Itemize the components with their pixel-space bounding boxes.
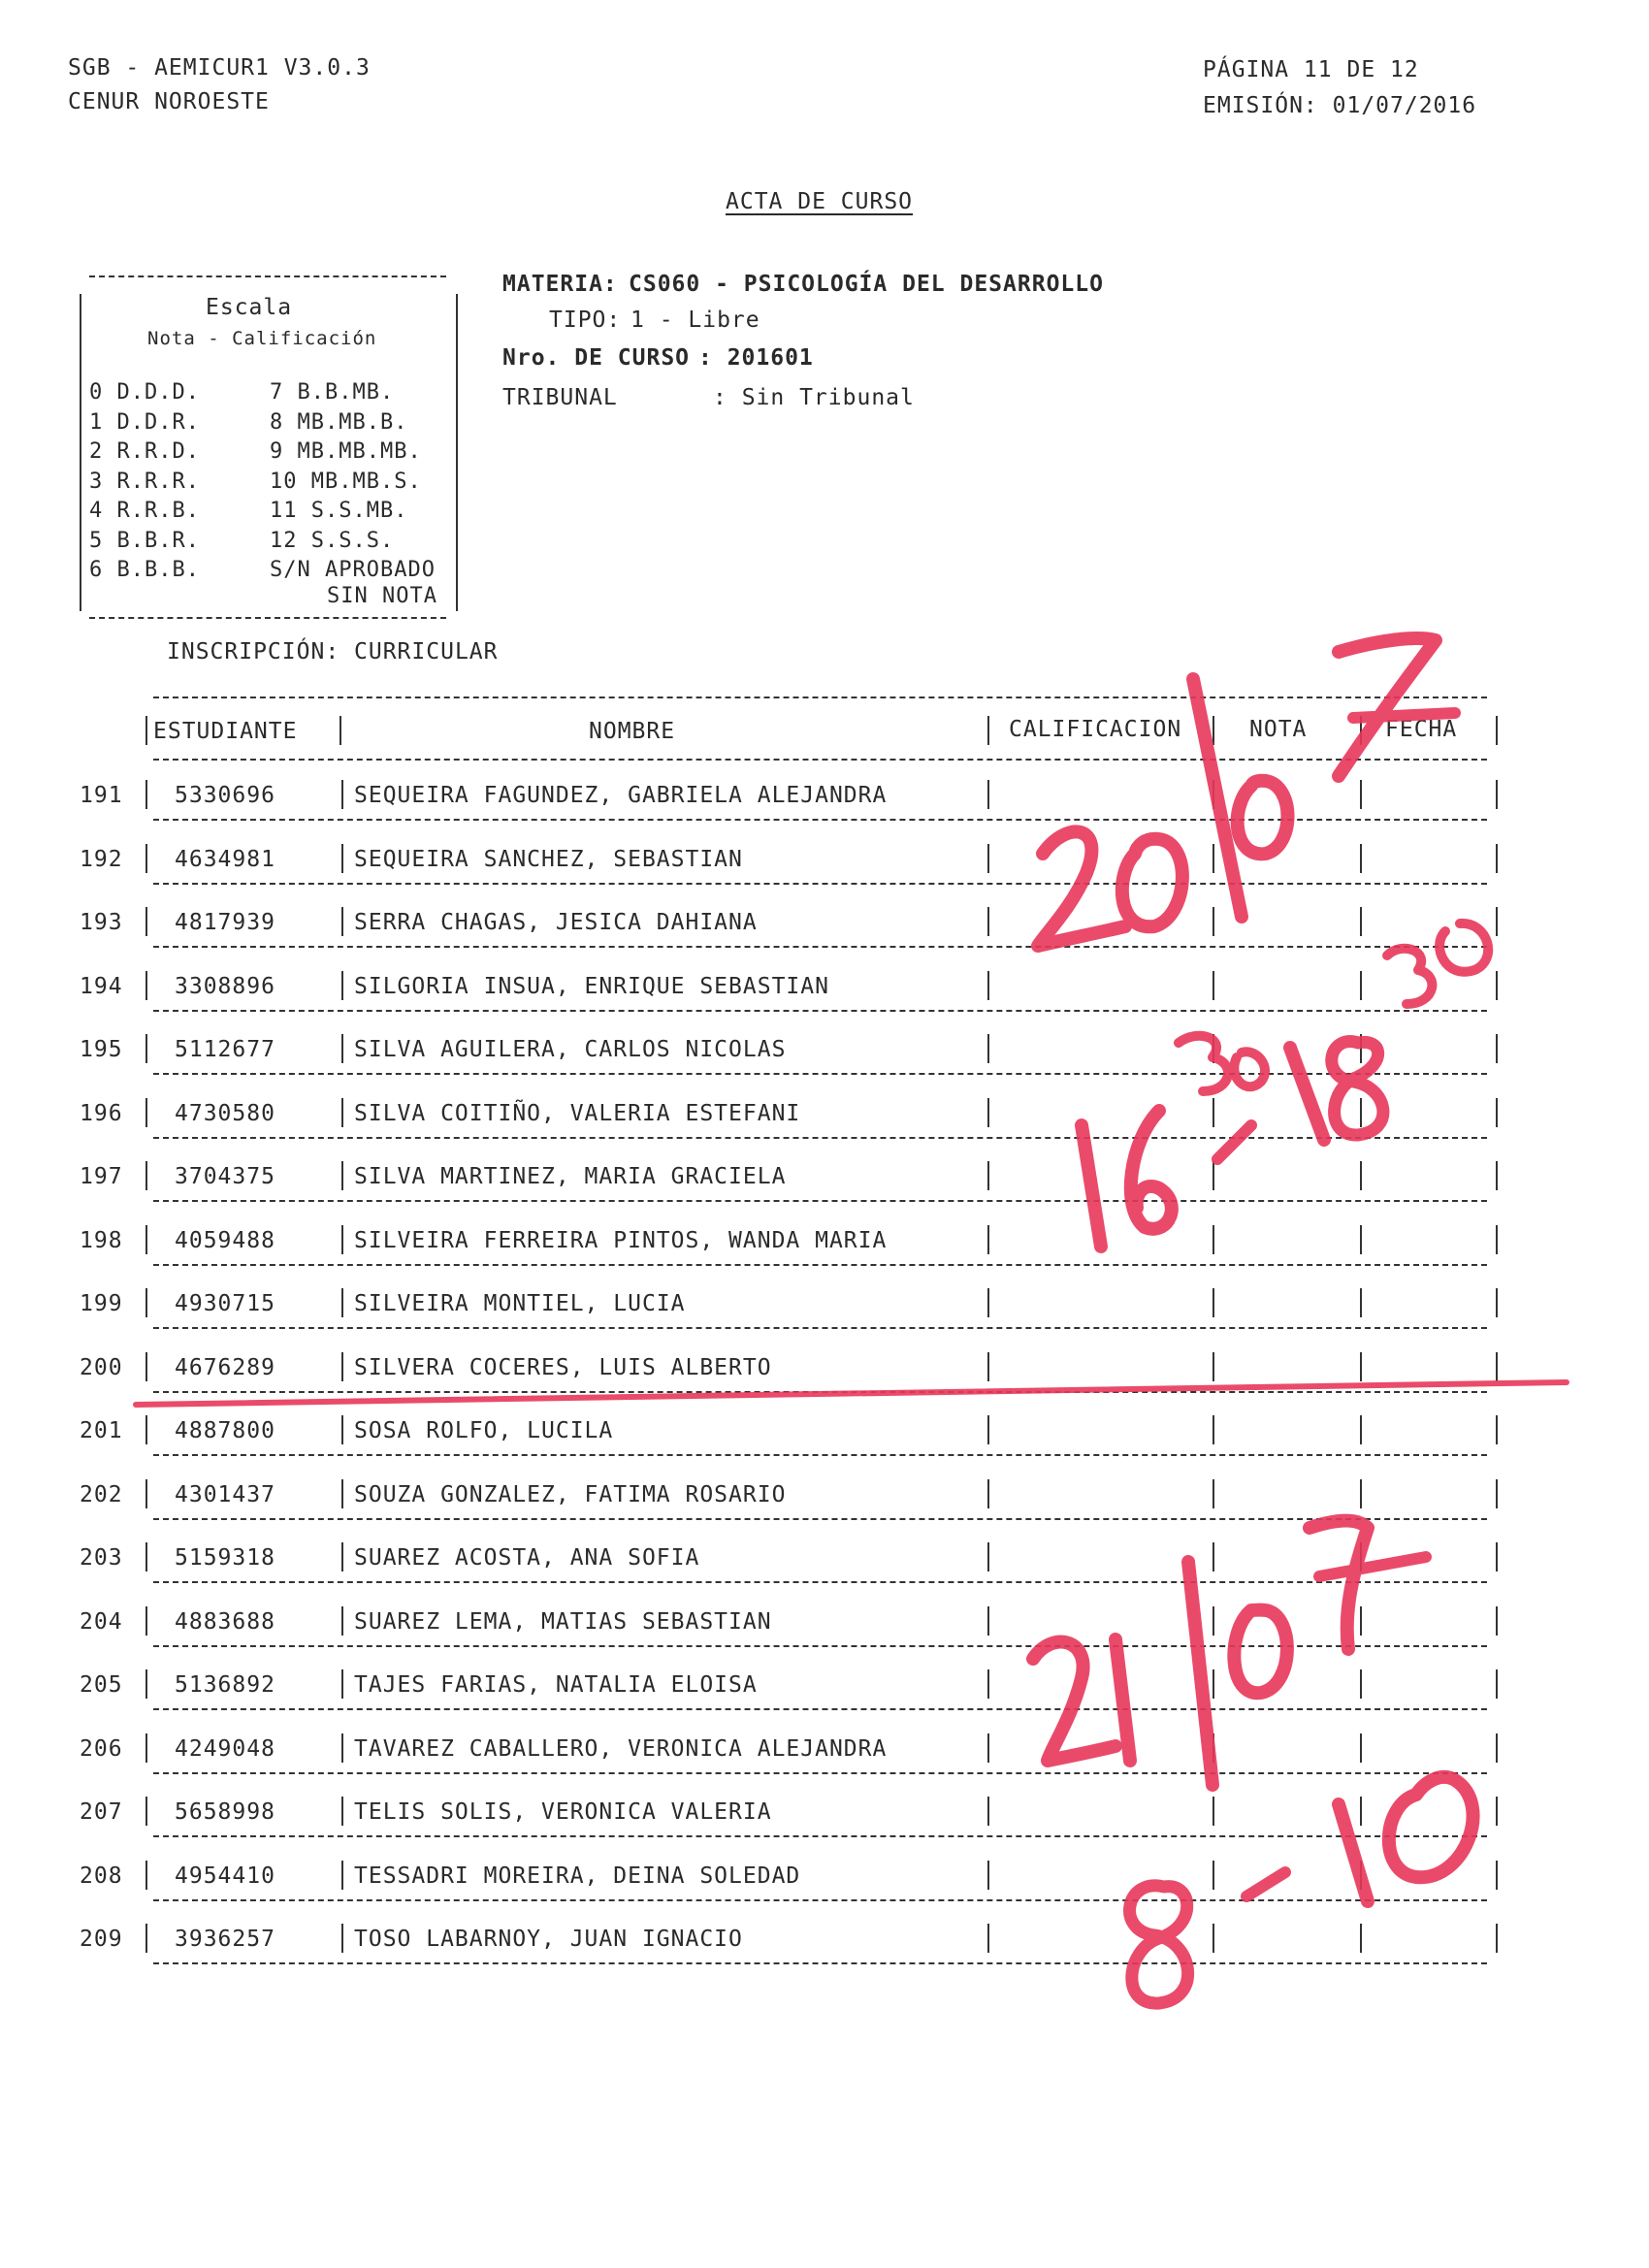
emission-date: EMISIÓN: 01/07/2016	[1203, 93, 1477, 118]
student-name: SERRA CHAGAS, JESICA DAHIANA	[354, 910, 758, 935]
student-id: 5658998	[175, 1799, 275, 1825]
scale-box-title: Escala	[206, 295, 293, 320]
row-number: 191	[80, 783, 123, 808]
student-name: SUAREZ LEMA, MATIAS SEBASTIAN	[354, 1608, 772, 1635]
student-name: SOUZA GONZALEZ, FATIMA ROSARIO	[354, 1481, 787, 1507]
student-id: 4883688	[175, 1608, 275, 1635]
row-number: 206	[80, 1735, 123, 1762]
student-name: SILGORIA INSUA, ENRIQUE SEBASTIAN	[354, 973, 829, 999]
handwritten-digit-0	[1238, 781, 1288, 855]
scale-row-left: 0 D.D.D.	[89, 380, 200, 405]
handwritten-sup-0	[1439, 923, 1488, 972]
row-number: 198	[80, 1227, 123, 1253]
center-name: CENUR NOROESTE	[68, 89, 270, 114]
student-id: 3704375	[175, 1164, 275, 1189]
row-number: 194	[80, 973, 123, 999]
handwritten-digit-1	[1290, 1048, 1324, 1140]
row-number: 203	[80, 1545, 123, 1571]
handwritten-digit-7	[1339, 638, 1436, 776]
row-number: 200	[80, 1354, 123, 1380]
page-number: PÁGINA 11 DE 12	[1203, 57, 1419, 82]
scale-row-left: 1 D.D.R.	[89, 409, 200, 435]
student-id: 4954410	[175, 1863, 275, 1889]
student-name: TOSO LABARNOY, JUAN IGNACIO	[354, 1927, 743, 1952]
student-name: TESSADRI MOREIRA, DEINA SOLEDAD	[354, 1863, 801, 1889]
row-number: 205	[80, 1672, 123, 1698]
row-number: 199	[80, 1291, 123, 1316]
column-header-fecha: FECHA	[1385, 717, 1458, 742]
row-number: 192	[80, 846, 123, 872]
inscripcion-label: INSCRIPCIÓN: CURRICULAR	[167, 639, 499, 664]
student-id: 4249048	[175, 1735, 275, 1762]
student-name: SOSA ROLFO, LUCILA	[354, 1418, 614, 1443]
scale-box-subtitle: Nota - Calificación	[147, 328, 377, 349]
student-name: SILVEIRA MONTIEL, LUCIA	[354, 1291, 686, 1316]
student-id: 5112677	[175, 1037, 275, 1062]
student-name: SILVA AGUILERA, CARLOS NICOLAS	[354, 1037, 787, 1062]
document-title: ACTA DE CURSO	[726, 189, 914, 214]
system-name: SGB - AEMICUR1 V3.0.3	[68, 55, 371, 81]
student-id: 5136892	[175, 1672, 275, 1698]
student-name: SILVA MARTINEZ, MARIA GRACIELA	[354, 1164, 787, 1189]
student-name: TAVAREZ CABALLERO, VERONICA ALEJANDRA	[354, 1735, 888, 1762]
row-number: 193	[80, 910, 123, 935]
handwritten-digit-0	[1122, 839, 1182, 927]
handwritten-digit-8	[1332, 1042, 1383, 1136]
student-id: 5159318	[175, 1545, 275, 1571]
handwritten-digit-0	[1389, 1777, 1473, 1877]
student-name: SILVA COITIÑO, VALERIA ESTEFANI	[354, 1100, 801, 1126]
materia-label: MATERIA:	[502, 272, 618, 297]
student-id: 5330696	[175, 783, 275, 808]
scale-row-right: 9 MB.MB.MB.	[270, 439, 422, 464]
student-id: 4301437	[175, 1481, 275, 1507]
scale-row-left: 4 R.R.B.	[89, 499, 200, 523]
row-number: 204	[80, 1608, 123, 1635]
student-id: 4730580	[175, 1100, 275, 1126]
materia-value: CS060 - PSICOLOGÍA DEL DESARROLLO	[629, 272, 1104, 297]
scale-row-left: 2 R.R.D.	[89, 439, 200, 464]
scale-row-right: 7 B.B.MB.	[270, 380, 395, 405]
scale-row-right: 10 MB.MB.S.	[270, 469, 422, 494]
column-header-estudiante: ESTUDIANTE	[153, 719, 298, 744]
scale-row-right: 12 S.S.S.	[270, 528, 395, 553]
student-id: 4930715	[175, 1291, 275, 1316]
handwritten-divider-line	[136, 1382, 1567, 1405]
student-name: SUAREZ ACOSTA, ANA SOFIA	[354, 1545, 700, 1571]
handwritten-digit-2	[1033, 1642, 1116, 1761]
student-name: SEQUEIRA FAGUNDEZ, GABRIELA ALEJANDRA	[354, 783, 888, 808]
handwritten-sup-3	[1387, 949, 1432, 1004]
row-number: 197	[80, 1164, 123, 1189]
student-id: 4059488	[175, 1227, 275, 1253]
row-number: 201	[80, 1418, 123, 1443]
handwritten-digit-1	[1082, 1125, 1101, 1247]
handwritten-digit-1	[1339, 1804, 1368, 1901]
student-id: 3936257	[175, 1927, 275, 1952]
handwritten-digit-8	[1130, 1886, 1188, 2003]
tipo-value: 1 - Libre	[630, 308, 760, 333]
scale-row-left: 6 B.B.B.	[89, 558, 200, 582]
row-number: 208	[80, 1863, 123, 1889]
handwritten-slash	[1193, 679, 1242, 917]
column-header-nota: NOTA	[1249, 717, 1308, 742]
handwritten-digit-0	[1234, 1610, 1287, 1694]
handwritten-dash	[1246, 1872, 1285, 1896]
scale-box-last: SIN NOTA	[327, 584, 437, 608]
scale-row-left: 3 R.R.R.	[89, 469, 200, 494]
scale-row-left: 5 B.B.R.	[89, 528, 200, 553]
column-header-nombre: NOMBRE	[589, 719, 676, 744]
row-number: 209	[80, 1927, 123, 1952]
student-id: 4676289	[175, 1354, 275, 1380]
handwritten-digit-7	[1310, 1521, 1368, 1650]
tribunal-value: : Sin Tribunal	[713, 385, 915, 410]
handwritten-digit-6	[1131, 1111, 1172, 1229]
handwritten-sup-3	[1179, 1036, 1228, 1091]
student-name: TAJES FARIAS, NATALIA ELOISA	[354, 1672, 758, 1698]
scale-row-right: 8 MB.MB.B.	[270, 409, 408, 435]
handwritten-dash	[1217, 1125, 1251, 1159]
row-number: 207	[80, 1799, 123, 1825]
student-id: 4634981	[175, 846, 275, 872]
student-id: 3308896	[175, 973, 275, 999]
student-id: 4887800	[175, 1418, 275, 1443]
scale-row-right: S/N APROBADO	[270, 558, 436, 582]
student-name: SILVEIRA FERREIRA PINTOS, WANDA MARIA	[354, 1227, 888, 1253]
row-number: 196	[80, 1100, 123, 1126]
student-name: SILVERA COCERES, LUIS ALBERTO	[354, 1354, 772, 1380]
handwritten-digit-7-bar	[1319, 1557, 1426, 1576]
student-name: TELIS SOLIS, VERONICA VALERIA	[354, 1799, 772, 1825]
tribunal-label: TRIBUNAL	[502, 385, 618, 410]
row-number: 195	[80, 1037, 123, 1062]
handwritten-digit-7-bar	[1353, 713, 1455, 718]
nro-curso-value: : 201601	[698, 345, 814, 371]
handwritten-sup-0	[1234, 1052, 1265, 1086]
handwritten-digit-2	[1038, 831, 1125, 946]
student-name: SEQUEIRA SANCHEZ, SEBASTIAN	[354, 846, 743, 872]
tipo-label: TIPO:	[549, 308, 622, 333]
student-id: 4817939	[175, 910, 275, 935]
row-number: 202	[80, 1481, 123, 1507]
scale-row-right: 11 S.S.MB.	[270, 499, 408, 523]
handwritten-slash	[1188, 1562, 1212, 1785]
column-header-calificacion: CALIFICACION	[1009, 717, 1182, 742]
nro-curso-label: Nro. DE CURSO	[502, 345, 691, 371]
